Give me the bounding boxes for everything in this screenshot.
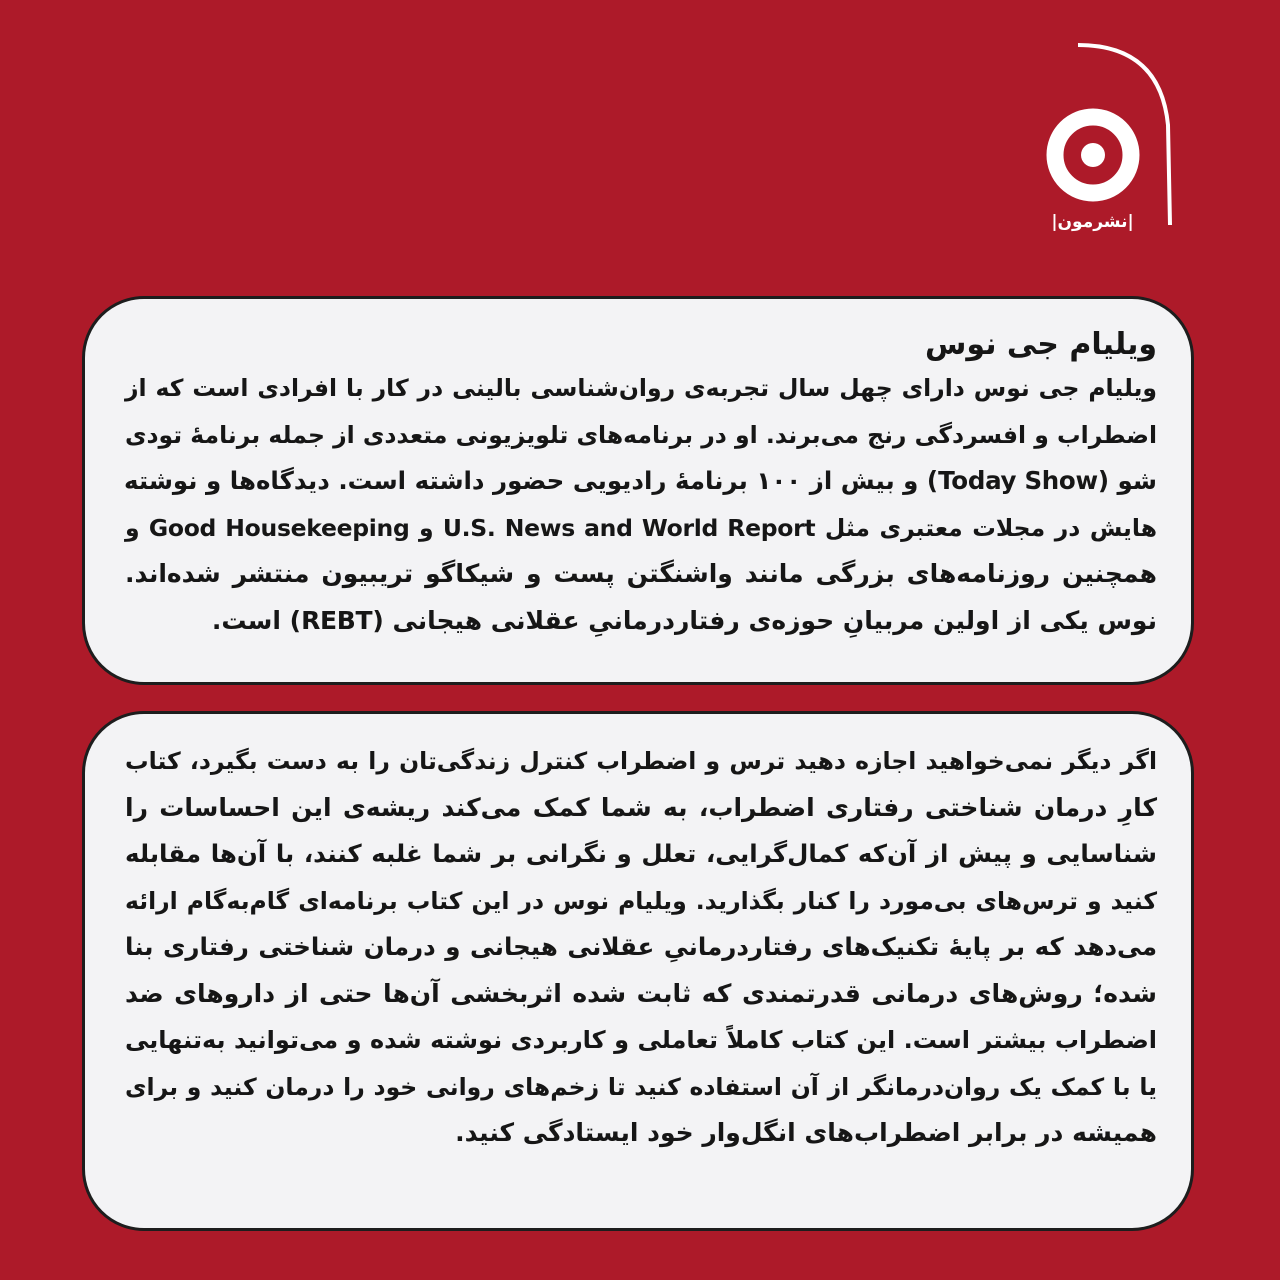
description-line: شناسایی و پیش از آن‌که کمال‌گرایی، تعلل و نگرانی بر شما غلبه کنند، با آن‌ها مقابله [125, 839, 1157, 868]
author-name-heading: ویلیام جی نوس [925, 327, 1157, 362]
description-line: اضطراب بیشتر است. این کتاب کاملاً تعاملی و کاربردی نوشته شده و می‌توانید به‌تنهایی [125, 1026, 1157, 1054]
bio-line: نوس یکی از اولین مربیانِ حوزه‌ی رفتاردرمانیِ عقلانی هیجانی (REBT) است. [211, 605, 1157, 635]
bio-line: شو (Today Show) و بیش از ۱۰۰ برنامهٔ رادیویی حضور داشته است. دیدگاه‌ها و نوشته [123, 466, 1157, 495]
author-bio-card [82, 296, 1194, 685]
description-line: کارِ درمان شناختی رفتاری اضطراب، به شما کمک می‌کند ریشه‌ی این احساسات را [125, 792, 1157, 822]
description-line: اگر دیگر نمی‌خواهید اجازه دهید ترس و اضطراب کنترل زندگی‌تان را به دست بگیرد، کتاب [125, 747, 1157, 775]
description-line: یا با کمک یک روان‌درمانگر از آن استفاده کنید تا زخم‌های روانی خود را درمان کنید و برای [125, 1072, 1157, 1101]
description-line: می‌دهد که بر پایهٔ تکنیک‌های رفتاردرمانیِ عقلانی هیجانی و درمان شناختی رفتاری بنا [125, 932, 1157, 961]
description-line: شده؛ روش‌های درمانی قدرتمندی که ثابت شده اثربخشی آن‌ها حتی از داروهای ضد [125, 978, 1157, 1008]
bio-line: ویلیام جی نوس دارای چهل سال تجربه‌ی روان‌شناسی بالینی در کار با افرادی است که از [125, 374, 1157, 402]
description-line: همیشه در برابر اضطراب‌های انگل‌وار خود ایستادگی کنید. [455, 1118, 1157, 1147]
description-line: کنید و ترس‌های بی‌مورد را کنار بگذارید. ویلیام نوس در این کتاب برنامه‌ای گام‌به‌گام ارائه [125, 886, 1157, 915]
bio-line: هایش در مجلات معتبری مثل U.S. News and World Report و Good Housekeeping و [125, 513, 1157, 542]
book-description-card [82, 711, 1194, 1231]
bio-line: همچنین روزنامه‌های بزرگی مانند واشنگتن پست و شیکاگو تریبیون منتشر شده‌اند. [125, 559, 1157, 588]
bio-line: اضطراب و افسردگی رنج می‌برند. او در برنامه‌های تلویزیونی متعددی از جمله برنامهٔ تودی [124, 420, 1157, 449]
logo-text: |نشرمون| [1051, 212, 1134, 232]
